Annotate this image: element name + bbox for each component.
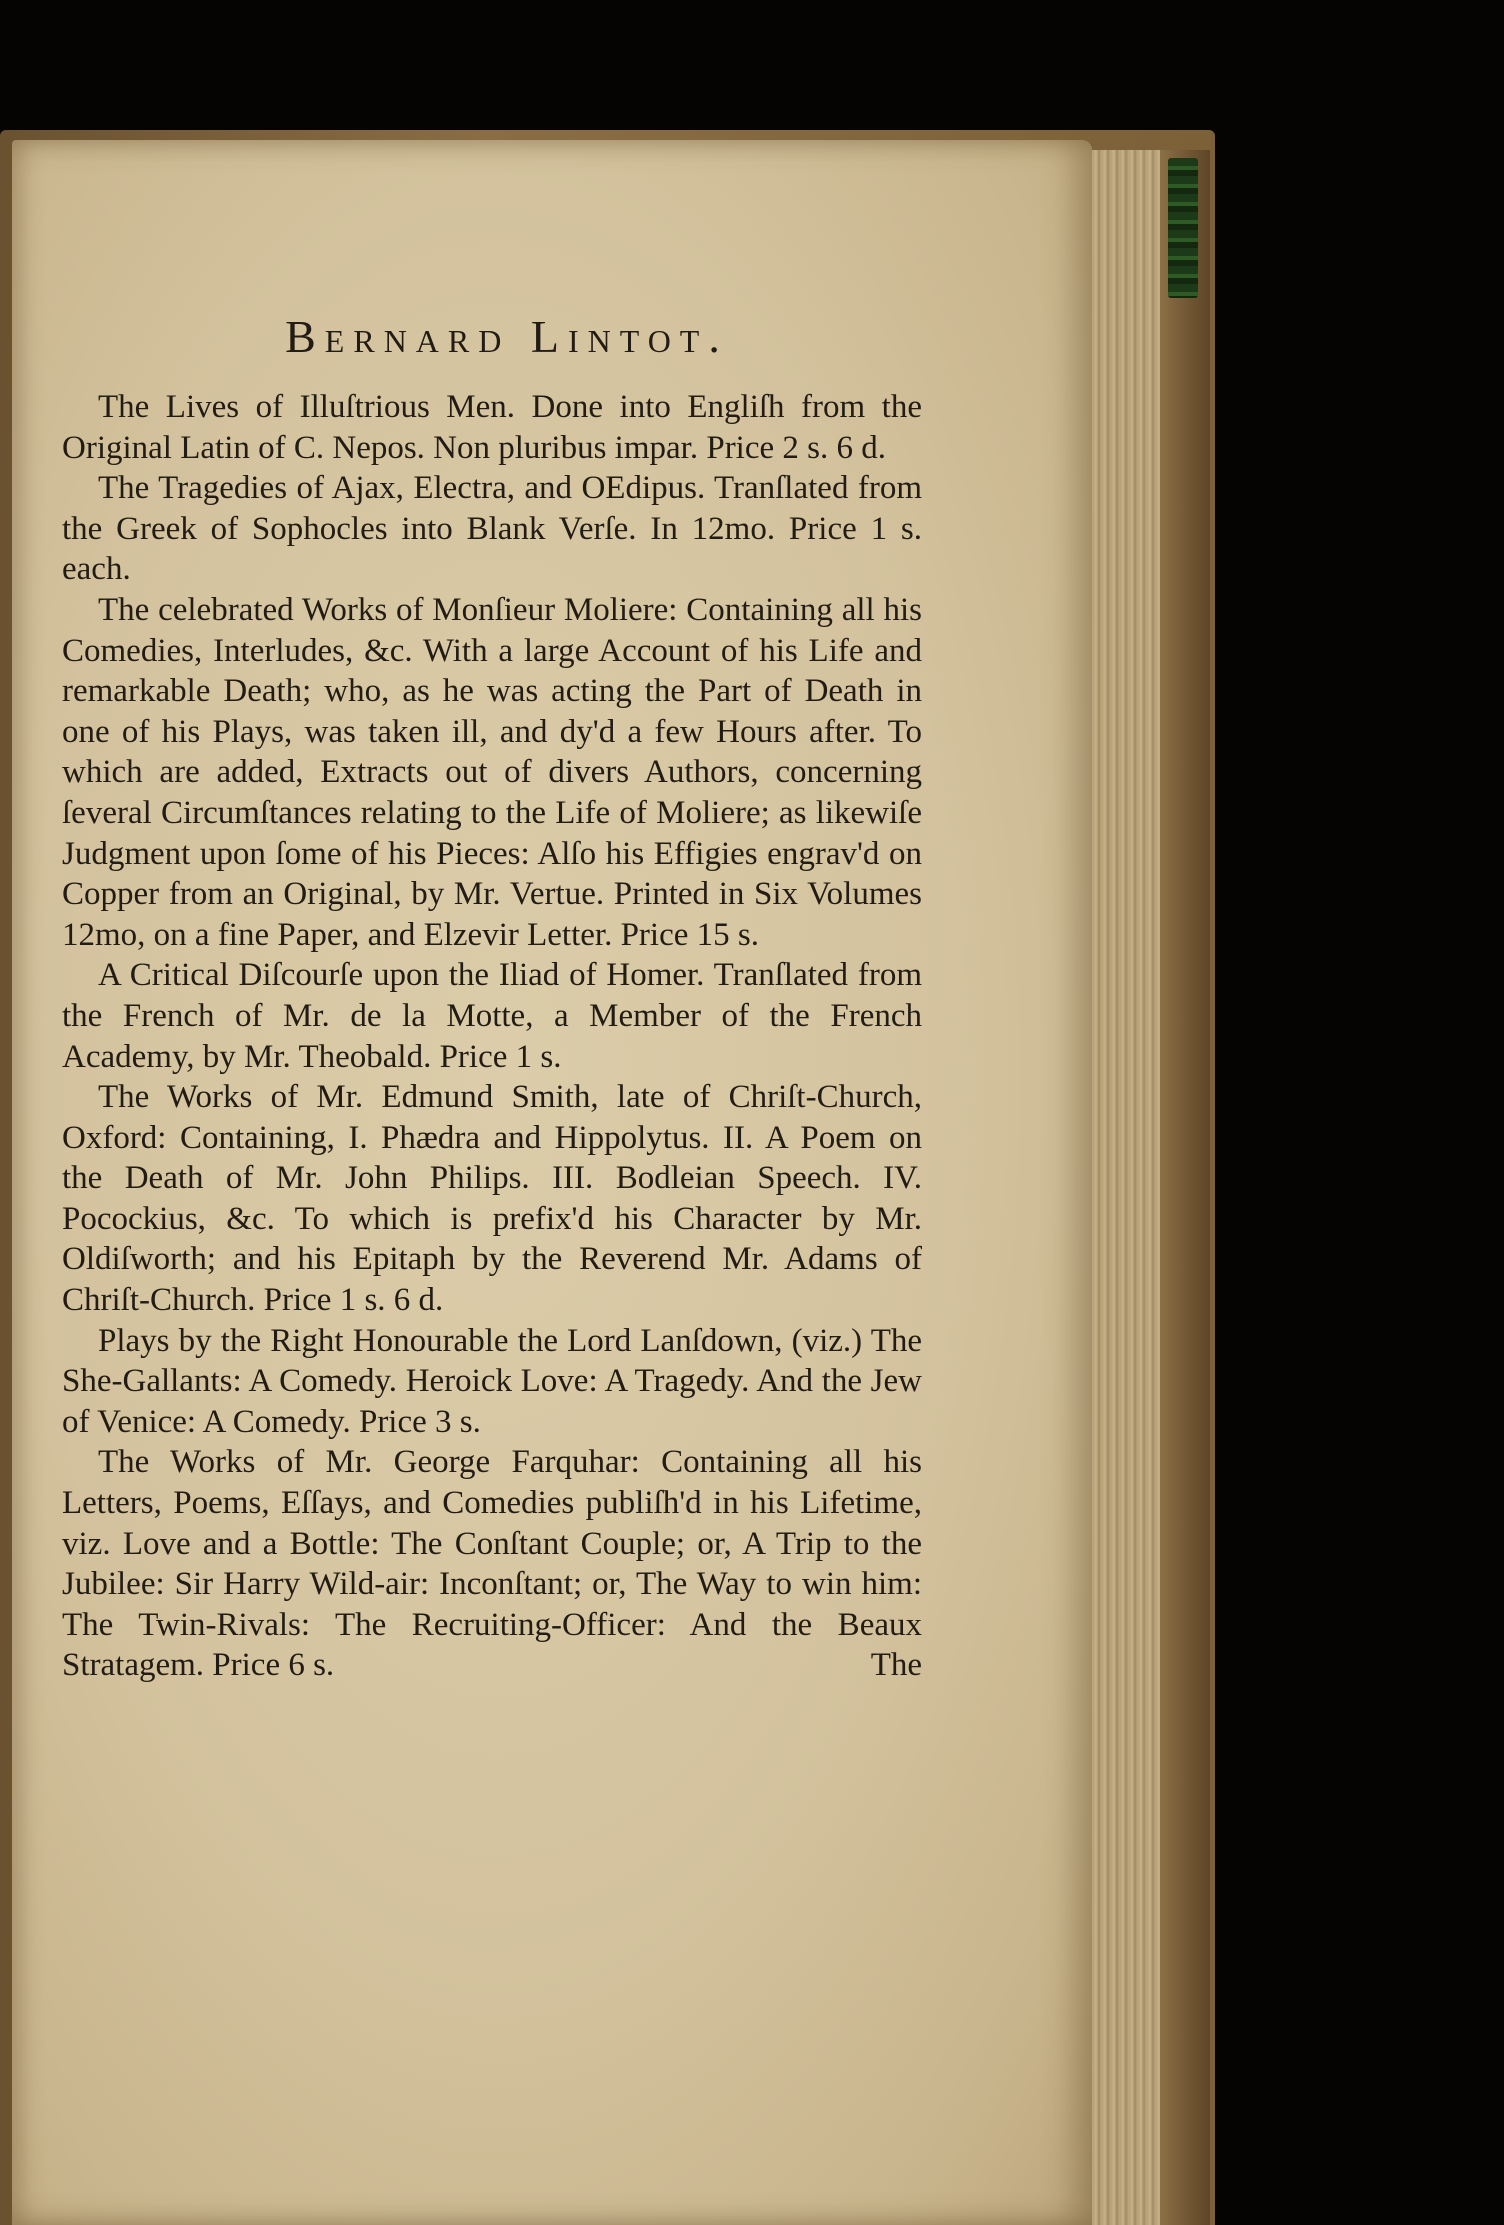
text-block [62, 310, 922, 1686]
catalogue-entry: The Tragedies of Ajax, Electra, and OEdipus. Tranſlated from the Greek of Sophocles into Blank Verſe. In 12mo. Price 1 s. each. [62, 470, 922, 588]
catalogue-entry: The Works of Mr. Edmund Smith, late of Chriſt-Church, Oxford: Containing, I. Phædra and Hippolytus. II. A Poem on the Death of Mr. John Philips. III. Bodleian Speech. IV. Pocockius, &c. To which is prefix'd his Character by Mr. Oldiſworth; and his Epitaph by the Reverend Mr. Adams of Chriſt-Church. Price 1 s. 6 d. [62, 1079, 922, 1319]
catalogue-entry: Plays by the Right Honourable the Lord Lanſdown, (viz.) The She-Gallants: A Comedy. Heroick Love: A Tragedy. And the Jew of Venice: A Comedy. Price 3 s. [62, 1322, 922, 1440]
catalogue-entry: A Critical Diſcourſe upon the Iliad of Homer. Tranſlated from the French of Mr. de la Motte, a Member of the French Academy, by Mr. Theobald. Price 1 s. [62, 957, 922, 1075]
catalogue-entry: The Works of Mr. George Farquhar: Containing all his Letters, Poems, Eſſays, and Comedies publiſh'd in his Lifetime, viz. Love and a Bottle: The Conſtant Couple; or, A Trip to the Jubilee: Sir Harry Wild-air: Inconſtant; or, The Way to win him: The Twin-Rivals: The Recruiting-Officer: And the Beaux Stratagem. Price 6 s. [62, 1444, 922, 1684]
spine-label [1168, 158, 1198, 298]
catalogue-entry: The celebrated Works of Monſieur Moliere: Containing all his Comedies, Interludes, &c. With a large Account of his Life and remarkable Death; who, as he was acting the Part of Death in one of his Plays, was taken ill, and dy'd a few Hours after. To which are added, Extracts out of divers Authors, concerning ſeveral Circumſtances relating to the Life of Moliere; as likewiſe Judgment upon ſome of his Pieces: Alſo his Effigies engrav'd on Copper from an Original, by Mr. Vertue. Printed in Six Volumes 12mo, on a fine Paper, and Elzevir Letter. Price 15 s. [62, 591, 922, 953]
catalogue-entry: The Lives of Illuſtrious Men. Done into Engliſh from the Original Latin of C. Nepos. Non pluribus impar. Price 2 s. 6 d. [62, 389, 922, 466]
catchword: The [870, 1647, 922, 1684]
book-spine [1160, 150, 1210, 2225]
running-head: Bernard Lintot. [285, 311, 729, 362]
